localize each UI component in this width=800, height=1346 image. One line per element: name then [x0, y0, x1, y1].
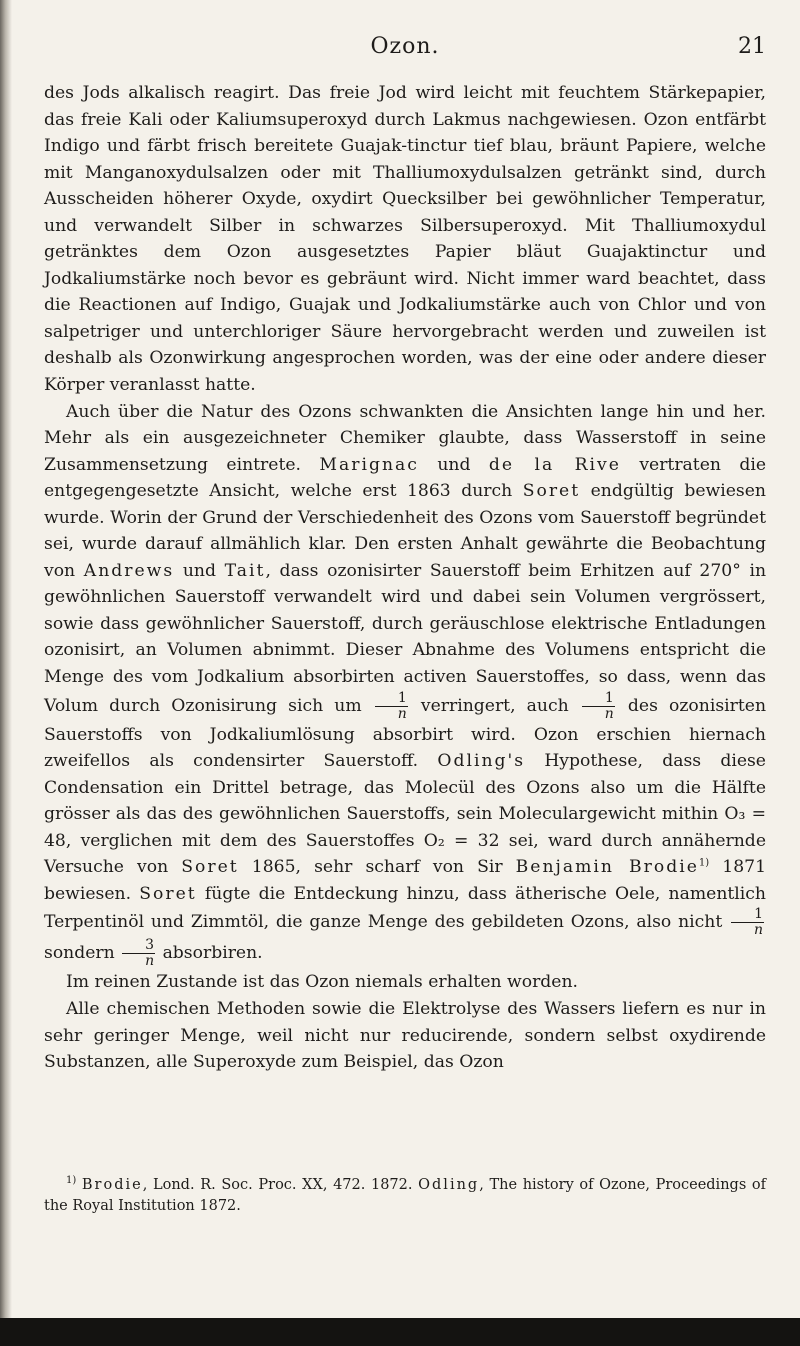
footnote-author-brodie: Brodie: [81, 1177, 143, 1193]
fraction-denominator: n: [754, 922, 764, 939]
footnote-reference[interactable]: 1): [698, 857, 710, 869]
text-run: 1871 bewiesen.: [44, 857, 767, 904]
author-tait: Tait: [224, 560, 266, 581]
author-soret: Soret: [181, 857, 239, 878]
author-brodie: Benjamin Brodie: [515, 857, 699, 878]
footnote-text: [44, 1175, 766, 1217]
fraction-three-over-n: [122, 938, 155, 969]
footnote-marker: 1): [66, 1175, 77, 1187]
text-run: und: [437, 454, 471, 475]
author-soret: Soret: [139, 883, 197, 904]
author-soret: Soret: [522, 481, 581, 502]
fraction-numerator: 1: [731, 907, 764, 923]
text-run: Auch über die Natur des Ozons schwankten die Ansichten lange hin und her. Mehr als ein ausgezeichneter Chemiker glaubte, dass Wasserstoff in seine Zusammensetzung eintrete.: [44, 401, 766, 475]
text-run: sondern: [44, 943, 115, 964]
paragraph-4: Alle chemischen Methoden sowie die Elektrolyse des Wassers liefern es nur in sehr geringer Menge, weil nicht nur reducirende, sondern selbst oxydirende Substanzen, alle Superoxyde zum Beispiel, das Ozon: [44, 998, 766, 1073]
author-marignac: Marignac: [319, 454, 419, 475]
text-run: endgültig bewiesen wurde. Worin der Grund der Verschiedenheit des Ozons vom Sauerstoff begründet sei, wurde darauf allmählich klar. Den ersten Anhalt gewährte die Beobachtung von: [44, 481, 766, 581]
fraction-one-over-n: [731, 907, 764, 938]
author-odling: Odling's: [437, 751, 526, 772]
text-run: verringert, auch: [420, 695, 569, 716]
text-run: , dass ozonisirter Sauerstoff beim Erhitzen auf 270° in gewöhnlichen Sauerstoff verwandelt wird und dabei sein Volumen vergrössert, sowie dass gewöhnlicher Sauerstoff, durch geräuschlose elektrische Entladungen ozonisirt, an Volumen abnimmt. Dieser Abnahme des Volumens entspricht die Menge des vom Jodkalium absorbirten activen Sauerstoffes, so dass, wenn das Volum durch Ozonisirung sich um: [44, 560, 767, 716]
paragraph-3: Im reinen Zustande ist das Ozon niemals erhalten worden.: [66, 972, 579, 993]
fraction-numerator: 1: [582, 691, 615, 707]
text-run: vertraten die entgegengesetzte Ansicht, welche erst 1863 durch: [44, 454, 767, 502]
text-run: fügte die Entdeckung hinzu, dass ätherische Oele, namentlich Terpentinöl und Zimmtöl, die ganze Menge des gebildeten Ozons, also nicht: [44, 883, 766, 933]
text-run: absorbiren.: [162, 943, 263, 964]
paragraph-1: des Jods alkalisch reagirt. Das freie Jod wird leicht mit feuchtem Stärkepapier, das freie Kali oder Kaliumsuperoxyd durch Lakmus nachgewiesen. Ozon entfärbt Indigo und färbt frisch bereitete Guajak-tinctur tief blau, bräunt Papiere, welche mit Manganoxydulsalzen oder mit Thalliumoxydulsalzen getränkt sind, durch Ausscheiden höherer Oxyde, oxydirt Quecksilber bei gewöhnlicher Temperatur, und verwandelt Silber in schwarzes Silbersuperoxyd. Mit Thalliumoxydul getränktes dem Ozon ausgesetztes Papier bläut Guajaktinctur und Jodkaliumstärke noch bevor es gebräunt wird. Nicht immer ward beachtet, dass die Reactionen auf Indigo, Guajak und Jodkaliumstärke auch von Chlor und von salpetriger und unterchloriger Säure hervorgebracht werden und zuweilen ist deshalb als Ozonwirkung angesprochen worden, was der eine oder andere dieser Körper veranlasst hatte.: [44, 83, 766, 396]
text-run: des ozonisirten Sauerstoffs von Jodkaliumlösung absorbirt wird. Ozon erschien hiernach zweifellos als condensirter Sauerstoff.: [44, 695, 767, 772]
footnote-author-odling: Odling: [418, 1177, 480, 1193]
text-run: Hypothese, dass diese Condensation ein Drittel betrage, das Molecül des Ozons also um die Hälfte grösser als das des gewöhnlichen Sauerstoffs, sein Moleculargewicht mithin O₃ = 48, verglichen mit dem des Sauerstoffes O₂ = 32 sei, ward durch annähernde Versuche von: [44, 751, 766, 878]
author-de-la-rive: de la Rive: [488, 454, 621, 475]
running-title: Ozon.: [370, 34, 440, 59]
paragraph-2: [44, 399, 766, 970]
fraction-denominator: n: [397, 705, 407, 722]
scan-edge-bar: [0, 1318, 800, 1346]
fraction-denominator: n: [604, 705, 614, 722]
fraction-one-over-n: [582, 691, 615, 722]
author-andrews: Andrews: [83, 560, 175, 581]
text-run: 1865, sehr scharf von Sir: [251, 857, 503, 878]
body-text: [44, 80, 766, 1076]
fraction-one-over-n: [375, 691, 408, 722]
page-header: [44, 34, 766, 64]
fraction-numerator: 3: [122, 938, 155, 954]
fraction-denominator: n: [145, 953, 155, 970]
fraction-numerator: 1: [375, 691, 408, 707]
footnote-citation: , Lond. R. Soc. Proc. XX, 472. 1872.: [142, 1177, 413, 1193]
text-run: und: [182, 560, 217, 581]
footnote: [44, 1175, 766, 1217]
footnote-citation: , The history of Ozone, Proceedings of the Royal Institution 1872.: [44, 1177, 766, 1214]
page-number: 21: [738, 34, 766, 59]
binding-shadow: [0, 0, 12, 1346]
